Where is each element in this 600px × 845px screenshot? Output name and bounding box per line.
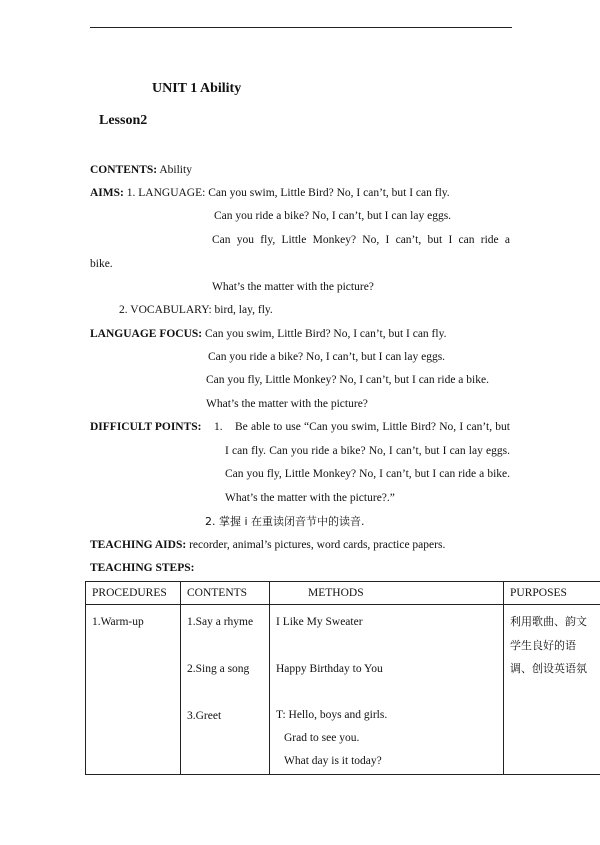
language-focus-line — [90, 329, 446, 341]
contents-label: CONTENTS: — [90, 164, 158, 176]
difficult-points-item2-text: 2. 掌握 i 在重读闭音节中的读音. — [205, 515, 365, 528]
methods-cell — [270, 605, 504, 775]
aims-line — [90, 188, 450, 200]
purpose-line-2: 学生良好的语 — [510, 638, 576, 652]
difficult-points-label: DIFFICULT POINTS: — [90, 421, 202, 433]
header-rule — [90, 27, 512, 28]
header-purposes: PURPOSES — [504, 582, 600, 605]
teaching-steps-table — [85, 581, 600, 775]
language-focus-line-4: What’s the matter with the picture? — [206, 398, 368, 410]
header-contents: CONTENTS — [181, 582, 270, 605]
teaching-aids-line — [90, 540, 445, 552]
aims-vocabulary: 2. VOCABULARY: bird, lay, fly. — [119, 304, 273, 316]
aims-language-line-5: What’s the matter with the picture? — [212, 281, 374, 293]
aims-language-line-4: bike. — [90, 258, 113, 270]
difficult-points-item1-number: 1. — [214, 421, 223, 433]
teaching-steps-label: TEACHING STEPS: — [90, 562, 195, 574]
language-focus-label: LANGUAGE FOCUS: — [90, 328, 203, 340]
teaching-aids-label: TEACHING AIDS: — [90, 539, 187, 551]
header-methods: METHODS — [270, 582, 504, 605]
language-focus-line-3: Can you fly, Little Monkey? No, I can’t, but I can ride a bike. — [206, 374, 489, 386]
method-greet-1: T: Hello, boys and girls. — [276, 709, 388, 721]
language-focus-line-2: Can you ride a bike? No, I can’t, but I can lay eggs. — [208, 351, 446, 363]
teaching-aids-value: recorder, animal’s pictures, word cards, practice papers. — [189, 539, 446, 551]
method-song: Happy Birthday to You — [276, 663, 383, 675]
method-greet-2: Grad to see you. — [284, 732, 360, 744]
content-sing-song: 2.Sing a song — [187, 663, 250, 675]
table-header-row — [86, 582, 600, 605]
table-row — [86, 605, 600, 775]
content-greet: 3.Greet — [187, 710, 222, 722]
purpose-line-1: 利用歌曲、韵文 — [510, 615, 587, 628]
lesson-title: Lesson2 — [99, 113, 148, 128]
procedure-warm-up: 1.Warm-up — [92, 616, 144, 628]
aims-language-line-3: Can you fly, Little Monkey? No, I can’t, but I can ride a — [212, 234, 510, 246]
header-procedures: PROCEDURES — [86, 582, 181, 605]
purposes-cell — [504, 605, 600, 775]
aims-language-line-1: Can you swim, Little Bird? No, I can’t, but I can fly. — [208, 187, 450, 199]
purpose-line-3: 调、创设英语氛 — [510, 662, 587, 675]
difficult-points-item1: Be able to use “Can you swim, Little Bird? No, I can’t, but I can fly. Can you ride a bike? No, I can’t, but I can lay eggs. Can you fly, Little Monkey? No, I can’t, but I can ride a bike. What’s the matter with the picture?.” — [225, 421, 510, 504]
method-greet-3: What day is it today? — [284, 755, 382, 767]
aims-label: AIMS: — [90, 187, 124, 199]
content-say-rhyme: 1.Say a rhyme — [187, 616, 254, 628]
procedure-cell — [86, 605, 181, 775]
language-focus-line-1: Can you swim, Little Bird? No, I can’t, but I can fly. — [205, 328, 447, 340]
method-rhyme: I Like My Sweater — [276, 616, 363, 628]
unit-title: UNIT 1 Ability — [152, 81, 242, 96]
contents-value: Ability — [159, 164, 192, 176]
difficult-points-item2 — [205, 516, 365, 529]
contents-line — [90, 165, 192, 177]
aims-language-line-2: Can you ride a bike? No, I can’t, but I can lay eggs. — [214, 210, 452, 222]
contents-cell — [181, 605, 270, 775]
aims-language-prefix: 1. LANGUAGE: — [126, 187, 206, 199]
